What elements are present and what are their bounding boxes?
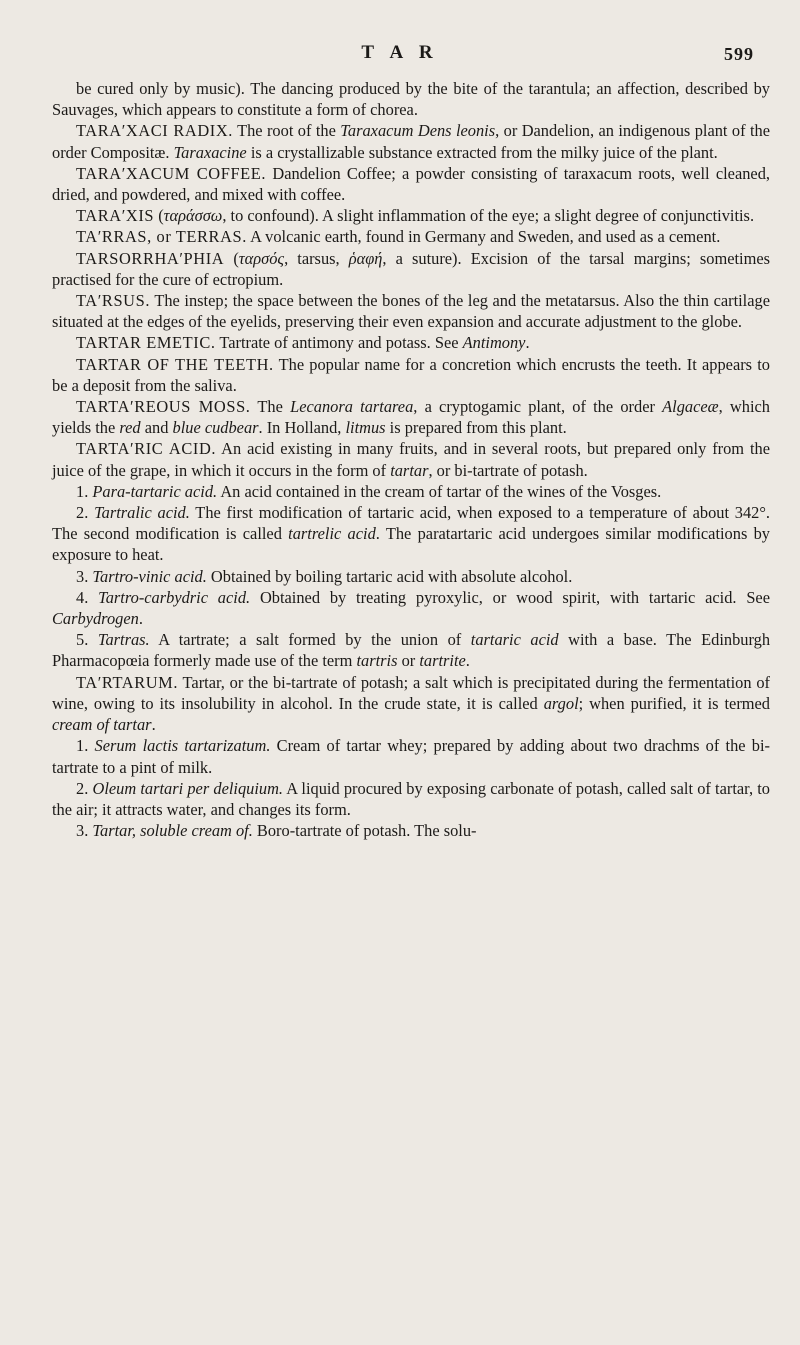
entry-text: ; when purified, it is termed — [578, 693, 771, 713]
entry-text: ( — [224, 248, 239, 268]
entry-text: and — [140, 418, 173, 438]
entry-column — [52, 78, 770, 841]
entry-text: Cream of tartar whey; prepared by adding about two drachms of the bi-tartrate to a pint of milk. — [52, 736, 771, 777]
entry-text: , or bi-tartrate of potash. — [428, 460, 588, 480]
entry-text: . — [151, 715, 156, 735]
italic-term: Para-tartaric acid. — [92, 481, 218, 501]
entry-text: 1. — [76, 481, 93, 501]
sub-entry — [52, 566, 770, 587]
entry-text: 3. — [76, 821, 93, 841]
entry-text: is a crystallizable substance extracted from the milky juice of the plant. — [246, 142, 718, 162]
entry-text: The instep; the space between the bones of the leg and the metatarsus. Also the thin cartilage situated at the edges of the eyelids, preserving their even expansion and accurate adjustment to the globe. — [52, 291, 770, 332]
entry-text: with a base. The Edinburgh Pharmacopœia formerly made use of the term — [52, 630, 771, 671]
dictionary-entry — [52, 332, 770, 353]
italic-term: cream of tartar — [52, 715, 152, 735]
italic-term: tartris — [356, 651, 398, 671]
sub-entry — [52, 502, 770, 566]
dictionary-entry — [52, 248, 770, 290]
entry-text: , a cryptogamic plant, of the order — [413, 397, 663, 417]
italic-term: Tartar, soluble cream of. — [92, 821, 253, 841]
dictionary-entry — [52, 438, 770, 480]
italic-term: Tartro-vinic acid. — [92, 566, 207, 586]
entry-headword: TARA′XIS — [76, 206, 155, 226]
entry-text: Tartar, or the bi-tartrate of potash; a salt which is precipitated during the fermentation of wine, owing to its insolubility in alcohol. In the crude state, it is called — [52, 672, 770, 713]
entry-text: , a suture). Excision of the tarsal margins; sometimes practised for the cure of ectropium. — [52, 248, 770, 289]
entry-headword: TARTAR EMETIC. — [76, 333, 216, 353]
italic-term: Antimony — [462, 333, 526, 353]
italic-term: ῥαφή — [348, 248, 383, 268]
italic-term: ταρσός — [238, 248, 285, 268]
page-number: 599 — [724, 44, 754, 64]
entry-text: is prepared from this plant. — [385, 418, 567, 438]
entry-headword: TA′RRAS, or TERRAS. — [76, 227, 247, 247]
page-header — [0, 42, 800, 70]
italic-term: Serum lactis tartarizatum. — [94, 736, 271, 756]
italic-term: Taraxacine — [173, 142, 247, 162]
italic-term: tartaric acid — [470, 630, 559, 650]
entry-headword: TARTA′REOUS MOSS. — [76, 397, 251, 417]
italic-term: Tartralic acid. — [94, 503, 190, 523]
entry-text: . — [525, 333, 530, 353]
entry-headword: TARA′XACI RADIX. — [76, 121, 233, 141]
entry-headword: TARTAR OF THE TEETH. — [76, 354, 274, 374]
entry-text: , or Dandelion, an indigenous plant of the order Compositæ. — [52, 121, 770, 162]
entry-text: A volcanic earth, found in Germany and Sweden, and used as a cement. — [246, 227, 721, 247]
entry-text: . The paratartaric acid undergoes similar modifications by exposure to heat. — [52, 524, 770, 565]
entry-text: Tartrate of antimony and potass. See — [215, 333, 463, 353]
dictionary-entry — [52, 290, 770, 332]
entry-text: The popular name for a concretion which encrusts the teeth. It appears to be a deposit from the saliva. — [52, 354, 770, 395]
italic-term: Tartras. — [97, 630, 150, 650]
entry-text: 4. — [76, 587, 99, 607]
italic-term: Lecanora tartarea — [290, 397, 414, 417]
dictionary-entry — [52, 120, 770, 162]
entry-text: A tartrate; a salt formed by the union of — [149, 630, 471, 650]
italic-term: Carbydrogen — [52, 609, 139, 629]
dictionary-entry — [52, 672, 770, 736]
entry-headword: TARA′XACUM COFFEE. — [76, 163, 267, 183]
sub-entry — [52, 735, 770, 777]
sub-entry — [52, 587, 770, 629]
entry-text: Dandelion Coffee; a powder consisting of taraxacum roots, well cleaned, dried, and powdered, and mixed with coffee. — [52, 163, 770, 205]
italic-term: red — [119, 418, 141, 438]
entry-text: ( — [154, 206, 164, 226]
entry-text: , which yields the — [52, 397, 770, 438]
entry-text: The root of the — [232, 121, 341, 141]
entry-text: 5. — [76, 630, 98, 650]
italic-term: Tartro-carbydric acid. — [98, 587, 251, 607]
entry-text: . In Holland, — [258, 418, 346, 438]
entry-text: . — [465, 651, 470, 671]
entry-text: . — [138, 609, 143, 629]
running-head: T A R — [361, 42, 439, 63]
italic-term: tartrelic acid — [288, 524, 376, 544]
entry-headword: TA′RTARUM. — [76, 672, 179, 692]
dictionary-entry — [52, 226, 770, 247]
entry-text: 3. — [76, 566, 93, 586]
entry-text: be cured only by music). The dancing produced by the bite of the tarantula; an affection, described by Sauvages, which appears to constitute a form of chorea. — [52, 79, 770, 120]
entry-text: An acid existing in many fruits, and in several roots, but prepared only from the juice of the grape, in which it occurs in the form of — [52, 439, 770, 480]
italic-term: tartar — [390, 460, 429, 480]
entry-text: , to confound). A slight inflammation of the eye; a slight degree of conjunctivitis. — [222, 206, 755, 226]
entry-text: 1. — [76, 736, 95, 756]
entry-text: A liquid procured by exposing carbonate of potash, called salt of tartar, to the air; it attracts water, and changes its form. — [52, 778, 770, 819]
dictionary-entry — [52, 78, 770, 120]
entry-text: Obtained by boiling tartaric acid with absolute alcohol. — [206, 566, 573, 586]
sub-entry — [52, 820, 770, 841]
dictionary-entry — [52, 354, 770, 396]
entry-text: or — [397, 651, 420, 671]
entry-text: The first modification of tartaric acid, when exposed to a temperature of about 342°. The second modification is called — [52, 503, 771, 544]
entry-text: Boro-tartrate of potash. The solu- — [252, 821, 477, 841]
dictionary-entry — [52, 396, 770, 438]
italic-term: Taraxacum Dens leonis — [340, 121, 496, 141]
sub-entry — [52, 481, 770, 502]
dictionary-entry — [52, 163, 770, 205]
entry-text: 2. — [76, 503, 95, 523]
italic-term: Oleum tartari per deliquium. — [92, 778, 284, 798]
entry-text: Obtained by treating pyroxylic, or wood spirit, with tartaric acid. See — [250, 587, 770, 607]
italic-term: blue cudbear — [172, 418, 259, 438]
sub-entry — [52, 778, 770, 820]
entry-text: 2. — [76, 778, 93, 798]
entry-text: The — [250, 397, 291, 417]
entry-headword: TARSORRHA′PHIA — [76, 248, 225, 268]
italic-term: tartrite — [419, 651, 466, 671]
italic-term: Algaceæ — [662, 397, 719, 417]
entry-headword: TARTA′RIC ACID. — [76, 439, 217, 459]
italic-term: argol — [543, 693, 579, 713]
entry-headword: TA′RSUS. — [76, 291, 151, 311]
italic-term: ταράσσω — [163, 206, 223, 226]
entry-text: An acid contained in the cream of tartar of the wines of the Vosges. — [217, 481, 662, 501]
entry-text: , tarsus, — [284, 248, 349, 268]
dictionary-entry — [52, 205, 770, 226]
italic-term: litmus — [345, 418, 386, 438]
sub-entry — [52, 629, 770, 671]
